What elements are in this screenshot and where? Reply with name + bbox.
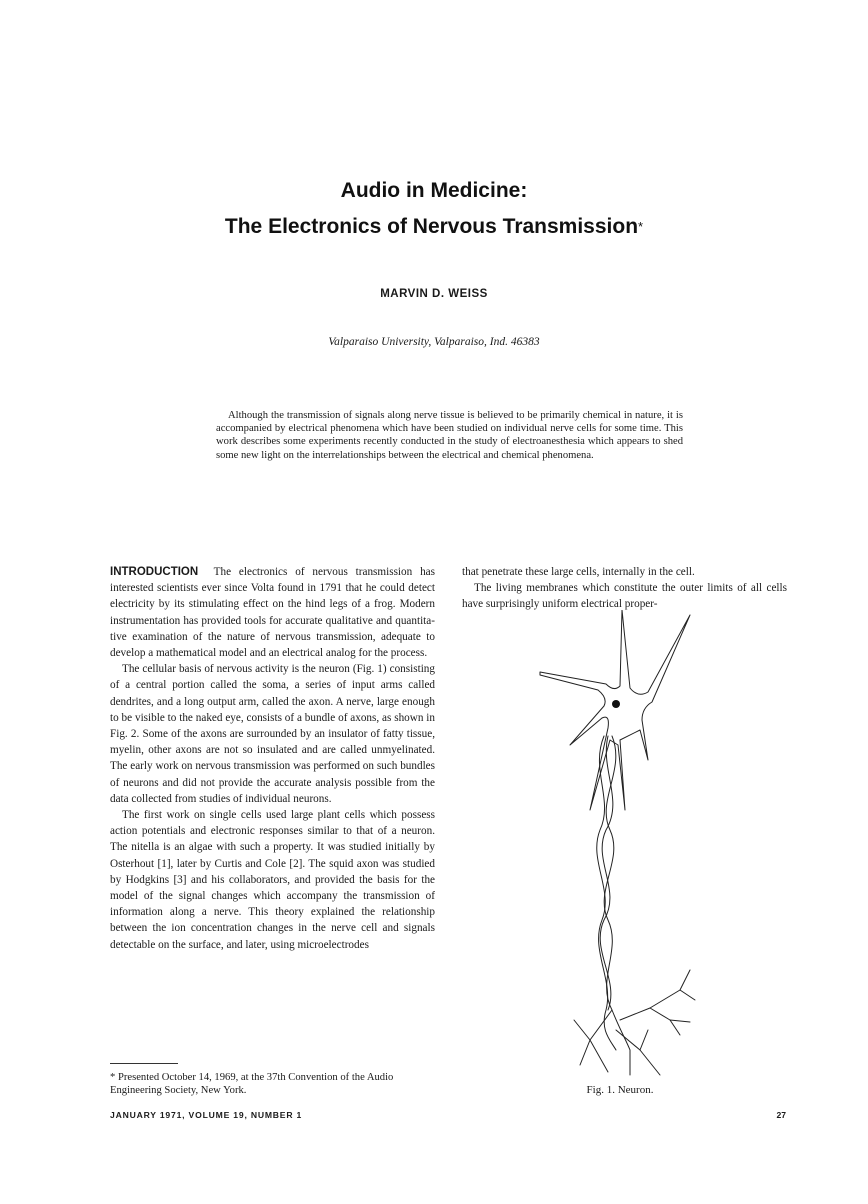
- paragraph-introduction: [110, 564, 435, 661]
- footnote: * Presented October 14, 1969, at the 37th Convention of the Audio Engineering Society, New York.: [110, 1072, 394, 1096]
- article-title-line-2: The Electronics of Nervous Transmission*: [224, 215, 644, 238]
- body-column-left: [110, 564, 435, 953]
- author-name: MARVIN D. WEISS: [380, 288, 488, 300]
- neuron-illustration: [530, 610, 730, 1080]
- paragraph-single-cells: The first work on single cells used large plant cells which possess action potentials and electronic responses similar to that of a neuron. The nitella is an algae with such a property. It was studied initially by Osterhout [1], later by Curtis and Cole [2]. The squid axon was studied by Hodgkins [3] and his collaborators, and provided the basis for the model of the signal changes which accompany the transmission of information along a nerve. This theory explained the relationship between the ion concentration changes in the nerve cell and signals detectable on the surface, and later, using microelectrodes: [110, 809, 435, 951]
- title-footnote-marker: *: [638, 219, 644, 234]
- body-column-right: [462, 564, 787, 613]
- paragraph-text: The electronics of nervous transmission has interested scientists ever since Volta found in 1791 that he could detect electricity by its stimulating effect on the hind legs of a frog. Modern instrumentation has provided tools for accurate qualitative and quantitative examination of the nature of nervous transmission, adequate to develop a mathematical model and an electrical analog for the process.: [110, 566, 435, 660]
- paragraph-neuron: The cellular basis of nervous activity is the neuron (Fig. 1) consisting of a central portion called the soma, a series of input arms called dendrites, and a long output arm, called the axon. A nerve, large enough to be visible to the naked eye, consists of a bundle of axons, as shown in Fig. 2. Some of the axons are surrounded by an insulator of fatty tissue, myelin, other axons are not so insulated and are called unmyelinated. The early work on nervous transmission was performed on such bundles of neurons and did not provide the accurate analysis possible from the data collected from studies of individual neurons.: [110, 663, 435, 805]
- article-title-line-1: Audio in Medicine:: [340, 179, 528, 202]
- paragraph-continuation: that penetrate these large cells, internally in the cell.: [462, 566, 695, 578]
- paragraph-membranes: The living membranes which constitute the outer limits of all cells have surprisingly uniform electrical proper-: [462, 582, 787, 611]
- page-number: 27: [776, 1110, 786, 1120]
- abstract: Although the transmission of signals along nerve tissue is believed to be primarily chemical in nature, it is accompanied by electrical phenomena which have been studied on individual nerve cells for some time. This work describes some experiments recently conducted in the study of electroanesthesia which appears to shed some new light on the interrelationships between the electrical and chemical phenomena.: [216, 410, 683, 461]
- journal-issue: JANUARY 1971, VOLUME 19, NUMBER 1: [110, 1110, 303, 1120]
- author-affiliation: Valparaiso University, Valparaiso, Ind. 46383: [328, 336, 540, 348]
- section-heading-introduction: INTRODUCTION: [110, 566, 199, 578]
- figure-caption: Fig. 1. Neuron.: [586, 1084, 654, 1096]
- footnote-divider: [110, 1063, 178, 1064]
